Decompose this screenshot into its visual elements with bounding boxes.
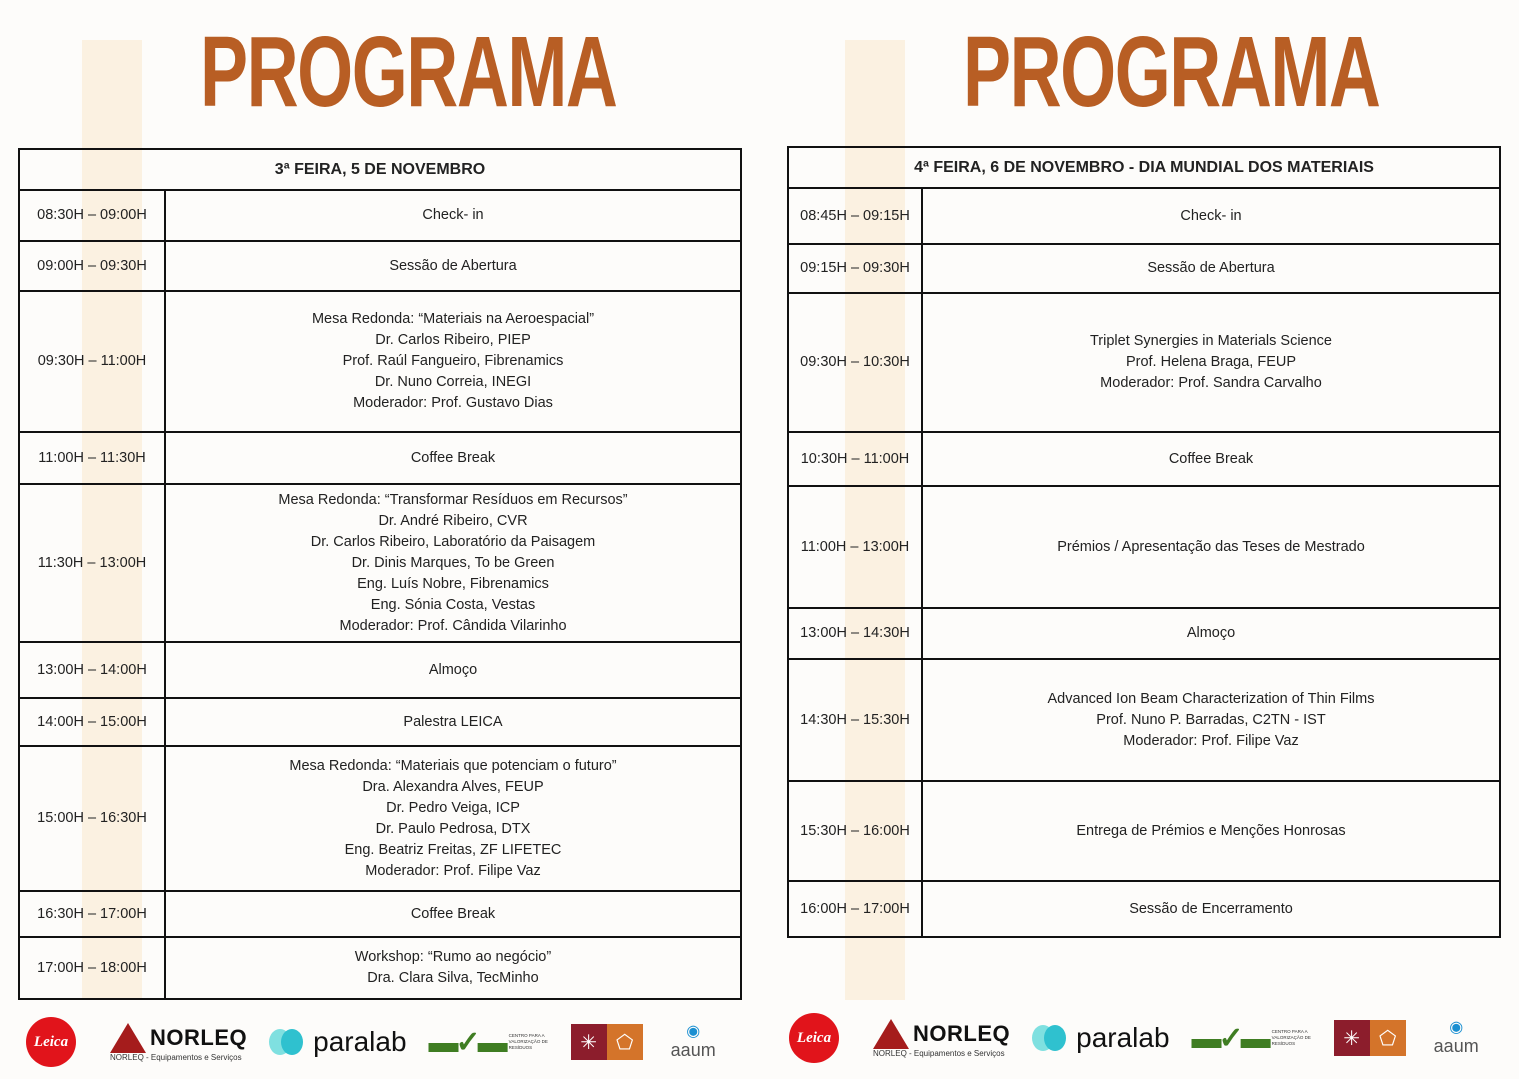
session-line: Moderador: Prof. Sandra Carvalho <box>1100 375 1322 391</box>
session-cell <box>922 781 1500 881</box>
time-slot: 10:30H – 11:00H <box>788 432 922 486</box>
time-slot: 16:00H – 17:00H <box>788 881 922 937</box>
schedule-row <box>19 642 741 698</box>
leica-logo: Leica <box>789 1013 839 1063</box>
sponsor-logos <box>26 1012 716 1072</box>
norleq-triangle-icon <box>873 1019 909 1049</box>
session-cell <box>165 484 741 642</box>
session-line: Dr. Nuno Correia, INEGI <box>374 374 532 390</box>
session-cell <box>922 659 1500 781</box>
schedule-row <box>19 746 741 891</box>
time-slot: 11:00H – 13:00H <box>788 486 922 608</box>
page-title: PROGRAMA <box>200 16 617 128</box>
session-title: Mesa Redonda: “Transformar Resíduos em Recursos” <box>278 491 628 508</box>
time-slot: 09:30H – 10:30H <box>788 293 922 432</box>
schedule-table <box>18 148 742 1000</box>
session-cell <box>922 608 1500 659</box>
schedule-row <box>19 937 741 999</box>
session-title: Palestra LEICA <box>403 713 503 730</box>
schedule-row <box>788 293 1500 432</box>
time-slot: 17:00H – 18:00H <box>19 937 165 999</box>
day-header: 4ª FEIRA, 6 DE NOVEMBRO - DIA MUNDIAL DOS MATERIAIS <box>788 147 1500 188</box>
session-title: Coffee Break <box>410 905 496 922</box>
session-line: Moderador: Prof. Filipe Vaz <box>1123 732 1299 749</box>
session-title: Check- in <box>422 207 484 223</box>
session-title: Coffee Break <box>1168 450 1254 467</box>
uminho-logo <box>1334 1020 1406 1056</box>
schedule-row <box>788 659 1500 781</box>
cvr-logo <box>429 1025 551 1060</box>
norleq-tagline: NORLEQ - Equipamentos e Serviços <box>873 1048 1005 1058</box>
time-slot: 15:00H – 16:30H <box>19 746 165 891</box>
aaum-name: aaum <box>670 1039 716 1060</box>
time-slot: 14:30H – 15:30H <box>788 659 922 781</box>
session-line: Dr. André Ribeiro, CVR <box>378 512 528 529</box>
session-line: Dr. Paulo Pedrosa, DTX <box>375 820 531 837</box>
time-slot: 09:00H – 09:30H <box>19 241 165 291</box>
session-cell <box>165 241 741 291</box>
schedule-row <box>788 244 1500 293</box>
program-page-day2 <box>763 0 1519 1079</box>
session-cell <box>922 293 1500 432</box>
schedule-row <box>19 190 741 241</box>
time-slot: 13:00H – 14:00H <box>19 642 165 698</box>
session-line: Dr. Dinis Marques, To be Green <box>351 554 555 571</box>
session-line: Eng. Sónia Costa, Vestas <box>370 596 536 613</box>
session-line: Eng. Beatriz Freitas, ZF LIFETEC <box>344 841 562 858</box>
schedule-row <box>788 486 1500 608</box>
session-title: Entrega de Prémios e Menções Honrosas <box>1076 822 1346 839</box>
session-cell <box>922 881 1500 937</box>
session-cell <box>165 698 741 746</box>
session-line: Dr. Carlos Ribeiro, Laboratório da Paisagem <box>310 533 596 550</box>
session-cell <box>922 486 1500 608</box>
session-line: Prof. Nuno P. Barradas, C2TN - IST <box>1096 711 1326 728</box>
day-header: 3ª FEIRA, 5 DE NOVEMBRO <box>19 149 741 190</box>
session-line: Moderador: Prof. Filipe Vaz <box>365 862 541 879</box>
schedule-row <box>788 188 1500 244</box>
time-slot: 11:30H – 13:00H <box>19 484 165 642</box>
cvr-tagline: CENTRO PARA A VALORIZAÇÃO DE RESÍDUOS <box>1271 1029 1311 1046</box>
session-cell <box>922 244 1500 293</box>
session-line: Moderador: Prof. Gustavo Dias <box>353 395 553 411</box>
session-line: Dra. Clara Silva, TecMinho <box>367 970 539 986</box>
paralab-logo <box>269 1026 406 1058</box>
session-title: Coffee Break <box>410 449 496 466</box>
sponsor-logos <box>789 1008 1479 1068</box>
time-slot: 14:00H – 15:00H <box>19 698 165 746</box>
schedule-row <box>19 484 741 642</box>
session-title: Check- in <box>1180 207 1242 224</box>
session-cell <box>165 891 741 937</box>
norleq-logo <box>110 1023 247 1062</box>
session-line: Eng. Luís Nobre, Fibrenamics <box>357 575 549 592</box>
page-title: PROGRAMA <box>963 16 1380 128</box>
aaum-logo <box>1434 1020 1479 1057</box>
session-cell <box>165 190 741 241</box>
schedule-row <box>788 608 1500 659</box>
session-line: Prof. Raúl Fangueiro, Fibrenamics <box>342 353 564 369</box>
session-cell <box>165 432 741 484</box>
session-cell <box>165 746 741 891</box>
norleq-logo <box>873 1019 1010 1058</box>
cvr-logo <box>1192 1021 1314 1056</box>
pentagon-icon: ⬠ <box>607 1024 643 1060</box>
session-cell <box>165 642 741 698</box>
aaum-drop-icon: ◉ <box>1449 1018 1464 1036</box>
session-line: Dr. Carlos Ribeiro, PIEP <box>375 332 531 348</box>
cvr-tagline: CENTRO PARA A VALORIZAÇÃO DE RESÍDUOS <box>508 1033 548 1050</box>
session-cell <box>922 432 1500 486</box>
schedule-row <box>19 291 741 432</box>
schedule-row <box>788 781 1500 881</box>
uminho-star-icon: ✳ <box>571 1024 607 1060</box>
aaum-name: aaum <box>1433 1035 1479 1056</box>
time-slot: 09:30H – 11:00H <box>19 291 165 432</box>
time-slot: 15:30H – 16:00H <box>788 781 922 881</box>
session-cell <box>165 937 741 999</box>
paralab-name: paralab <box>1076 1022 1170 1053</box>
schedule-row <box>19 698 741 746</box>
schedule-table <box>787 146 1501 938</box>
paralab-circles-icon <box>1032 1025 1068 1051</box>
session-title: Advanced Ion Beam Characterization of Thin Films <box>1047 690 1375 707</box>
time-slot: 16:30H – 17:00H <box>19 891 165 937</box>
session-title: Almoço <box>1186 625 1236 641</box>
cvr-mark: ▬✓▬ <box>1191 1021 1268 1055</box>
pentagon-icon: ⬠ <box>1370 1020 1406 1056</box>
aaum-logo <box>671 1024 716 1061</box>
session-cell <box>922 188 1500 244</box>
schedule-row <box>19 241 741 291</box>
uminho-star-icon: ✳ <box>1334 1020 1370 1056</box>
session-title: Sessão de Abertura <box>1147 260 1275 276</box>
session-title: Mesa Redonda: “Materiais na Aeroespacial” <box>311 311 595 327</box>
session-line: Moderador: Prof. Cândida Vilarinho <box>339 617 567 634</box>
schedule-row <box>788 881 1500 937</box>
aaum-drop-icon: ◉ <box>686 1022 701 1040</box>
session-cell <box>165 291 741 432</box>
session-title: Workshop: “Rumo ao negócio” <box>354 949 552 965</box>
paralab-logo <box>1032 1022 1169 1054</box>
schedule-row <box>19 432 741 484</box>
norleq-name: NORLEQ <box>150 1024 248 1050</box>
session-title: Prémios / Apresentação das Teses de Mestrado <box>1057 538 1365 555</box>
session-title: Mesa Redonda: “Materiais que potenciam o futuro” <box>289 757 617 774</box>
norleq-triangle-icon <box>110 1023 146 1053</box>
session-title: Sessão de Encerramento <box>1129 900 1293 917</box>
paralab-circles-icon <box>269 1029 305 1055</box>
cvr-mark: ▬✓▬ <box>428 1025 505 1059</box>
session-title: Almoço <box>428 661 478 678</box>
time-slot: 09:15H – 09:30H <box>788 244 922 293</box>
time-slot: 08:30H – 09:00H <box>19 190 165 241</box>
session-line: Dra. Alexandra Alves, FEUP <box>362 778 544 795</box>
paralab-name: paralab <box>313 1026 407 1057</box>
leica-logo: Leica <box>26 1017 76 1067</box>
uminho-logo <box>571 1024 643 1060</box>
schedule-row <box>19 891 741 937</box>
norleq-tagline: NORLEQ - Equipamentos e Serviços <box>110 1052 242 1062</box>
norleq-name: NORLEQ <box>913 1020 1011 1046</box>
schedule-row <box>788 432 1500 486</box>
session-title: Sessão de Abertura <box>389 257 517 274</box>
time-slot: 11:00H – 11:30H <box>19 432 165 484</box>
session-line: Prof. Helena Braga, FEUP <box>1125 354 1297 370</box>
time-slot: 13:00H – 14:30H <box>788 608 922 659</box>
session-title: Triplet Synergies in Materials Science <box>1089 333 1333 349</box>
session-line: Dr. Pedro Veiga, ICP <box>386 799 520 816</box>
time-slot: 08:45H – 09:15H <box>788 188 922 244</box>
